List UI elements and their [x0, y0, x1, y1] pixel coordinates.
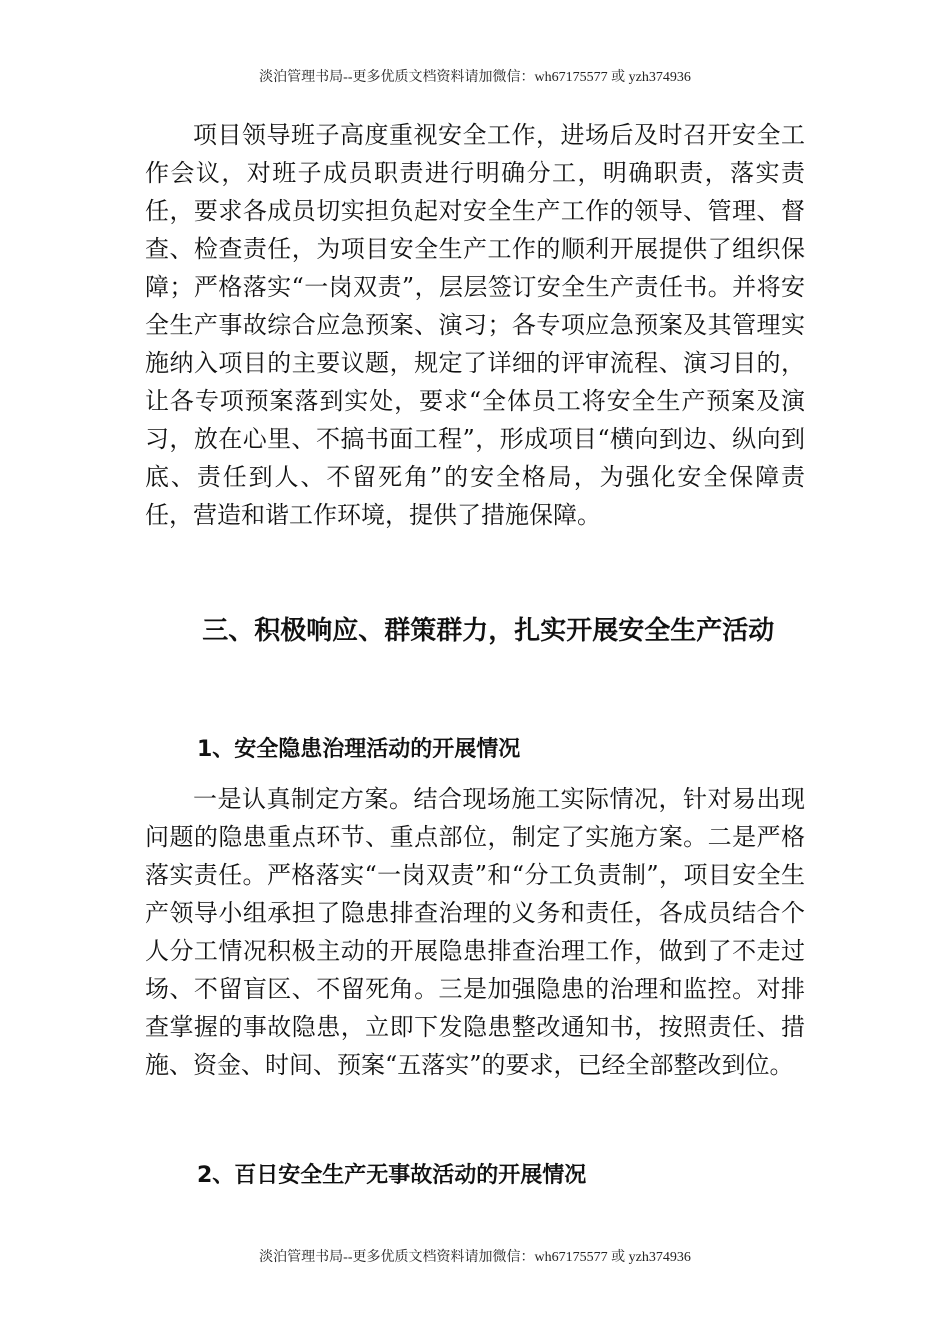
- body-paragraph: 一是认真制定方案。结合现场施工实际情况，针对易出现问题的隐患重点环节、重点部位，制定了实施方案。二是严格落实责任。严格落实“一岗双责”和“分工负责制”，项目安全生产领导小组承担了隐患排查治理的义务和责任，各成员结合个人分工情况积极主动的开展隐患排查治理工作，做到了不走过场、不留盲区、不留死角。三是加强隐患的治理和监控。对排查掌握的事故隐患，立即下发隐患整改通知书，按照责任、措施、资金、时间、预案“五落实”的要求，已经全部整改到位。: [145, 785, 805, 1079]
- page-footer: 淡泊管理书局--更多优质文档资料请加微信：wh67175577 或 yzh374936: [259, 1250, 691, 1265]
- page-header: 淡泊管理书局--更多优质文档资料请加微信：wh67175577 或 yzh374936: [259, 70, 691, 85]
- section-heading: 三、积极响应、群策群力，扎实开展安全生产活动: [202, 616, 775, 646]
- body-paragraph: 项目领导班子高度重视安全工作，进场后及时召开安全工作会议，对班子成员职责进行明确分工，明确职责，落实责任，要求各成员切实担负起对安全生产工作的领导、管理、督查、检查责任，为项目安全生产工作的顺利开展提供了组织保障；严格落实“一岗双责”，层层签订安全生产责任书。并将安全生产事故综合应急预案、演习；各专项应急预案及其管理实施纳入项目的主要议题，规定了详细的评审流程、演习目的，让各专项预案落到实处，要求“全体员工将安全生产预案及演习，放在心里、不搞书面工程”，形成项目“横向到边、纵向到底、责任到人、不留死角”的安全格局，为强化安全保障责任，营造和谐工作环境，提供了措施保障。: [145, 121, 805, 529]
- sub-heading: 2、百日安全生产无事故活动的开展情况: [197, 1163, 587, 1188]
- sub-heading: 1、安全隐患治理活动的开展情况: [197, 737, 521, 762]
